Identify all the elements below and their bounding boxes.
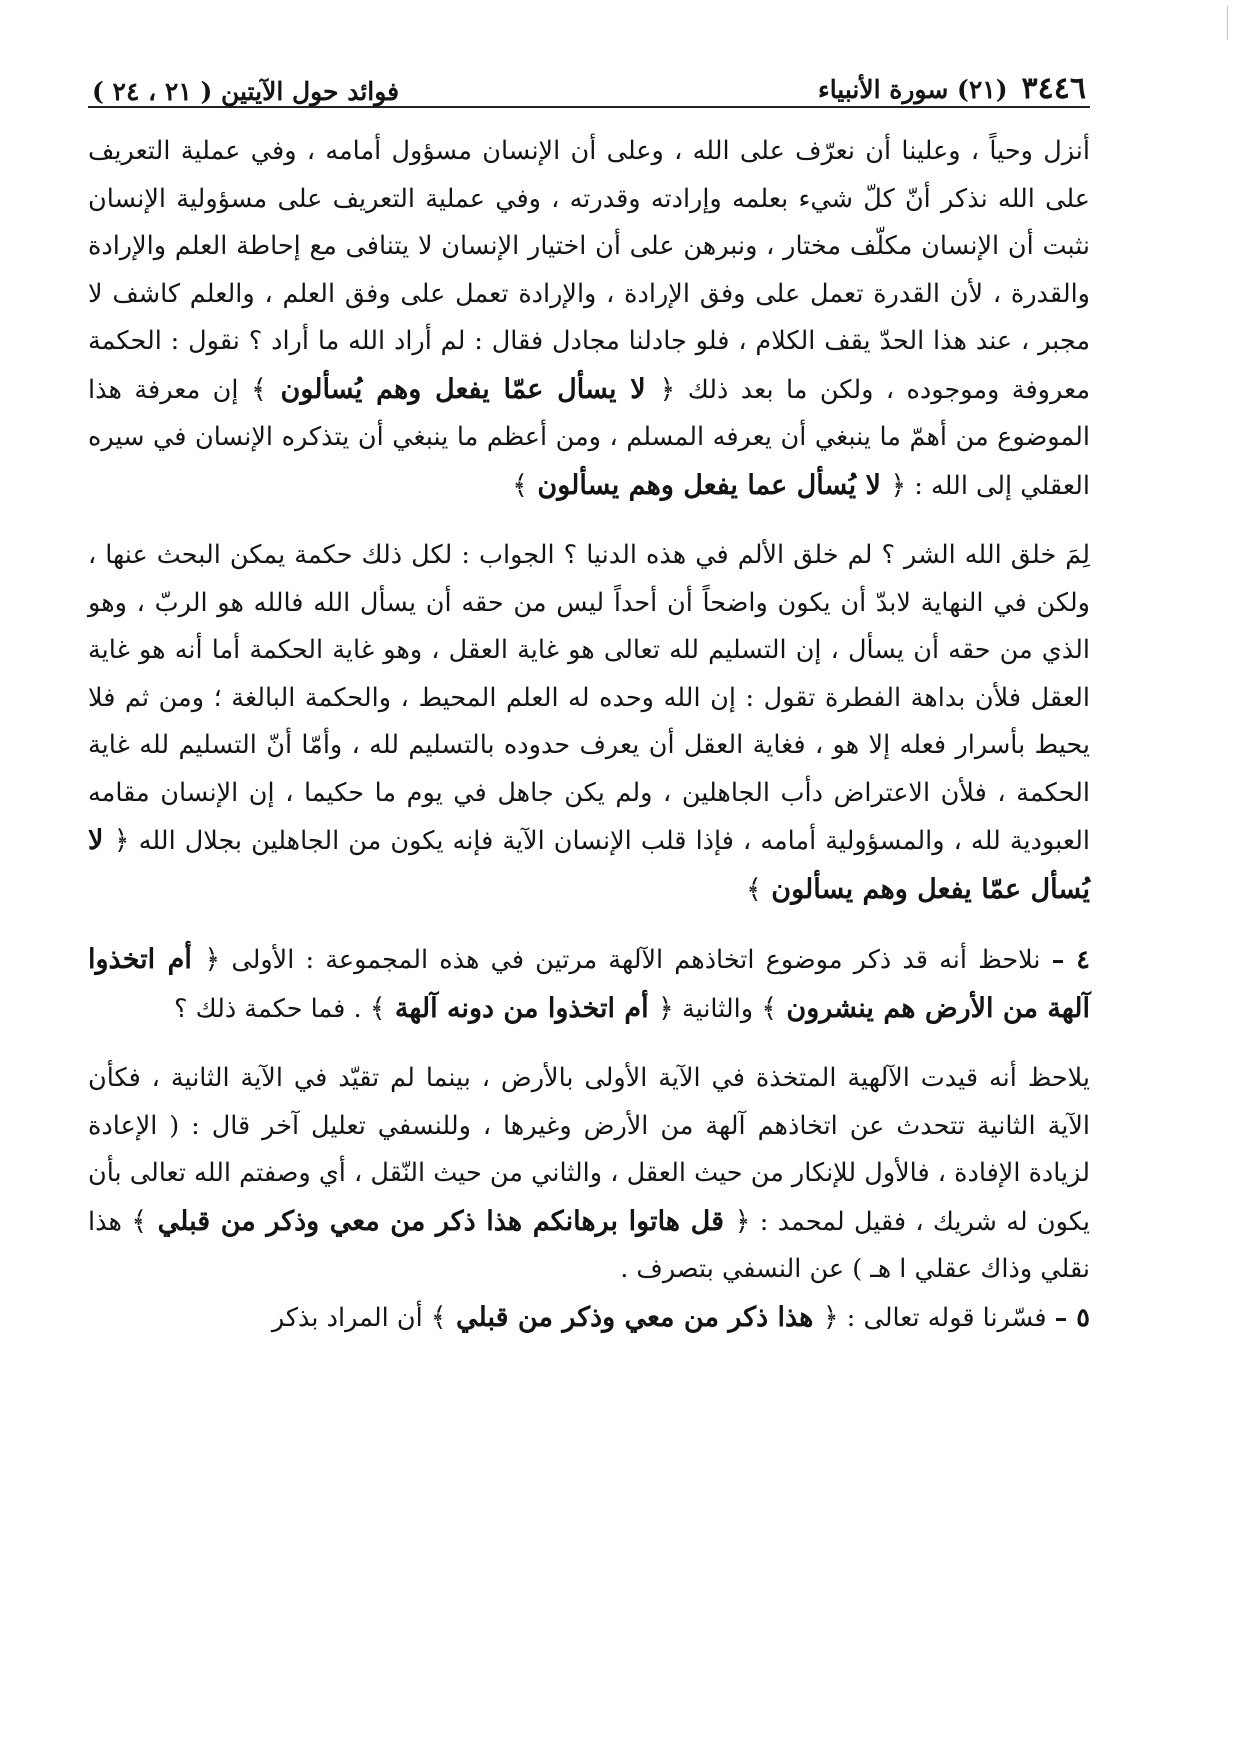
item-number: ٥ –: [1054, 1302, 1090, 1333]
page-number: ٣٤٤٦: [1021, 71, 1086, 106]
paragraph-gap: [88, 1033, 1090, 1055]
paragraph-gap: [88, 510, 1090, 532]
quran-quote: [512, 470, 906, 501]
ornate-bracket-close: ﴾: [761, 992, 778, 1024]
book-page: [88, 60, 1090, 1342]
text-run: أنزل وحياً ، وعلينا أن نعرّف على الله ، وعلى أن الإنسان مسؤول أمامه ، وفي عملية التعريف على الله نذكر أنّ كلّ شيء بعلمه وإرادته وقدرته ، وفي عملية التعريف على مسؤولية الإنسان نثبت أن الإنسان مكلّف مختار ، ونبرهن على أن اختيار الإنسان لا يتنافى مع إحاطة العلم والإرادة والقدرة ، لأن القدرة تعمل على وفق الإرادة ، والإرادة تعمل على وفق العلم ، والعلم كاشف لا مجبر ، عند هذا الحدّ يقف الكلام ، فلو جادلنا مجادل فقال : لم أراد الله ما أراد ؟ نقول : الحكمة معروفة وموجوده ، ولكن ما بعد ذلك: [88, 136, 1090, 405]
header-right: [818, 71, 1086, 106]
ornate-bracket-close: ﴾: [131, 1205, 148, 1237]
margin-mark: [1227, 6, 1228, 40]
text-run: يلاحظ أنه قيدت الآلهية المتخذة في الآية الأولى بالأرض ، بينما لم تقيّد في الآية الثانية ، فكأن الآية الثانية تتحدث عن اتخاذهم آلهة من الأرض وغيرها ، وللنسفي تعليل آخر قال : ( الإعادة لزيادة الإفادة ، فالأول للإنكار من حيث العقل ، والثاني من حيث النّقل ، أي وصفتم الله تعالى بأن يكون له شريك ، فقيل لمحمد :: [88, 1063, 1091, 1237]
quote-text: لا يسأل عمّا يفعل وهم يُسألون: [280, 373, 646, 405]
paragraph-3: [88, 1055, 1090, 1294]
ornate-bracket-close: ﴾: [369, 992, 386, 1024]
ornate-bracket-open: ﴿: [822, 1301, 839, 1333]
section-title: فوائد حول الآيتين ( ٢١ ، ٢٤ ): [92, 77, 400, 106]
ornate-bracket-open: ﴿: [113, 825, 130, 856]
ornate-bracket-close: ﴾: [746, 873, 762, 905]
quran-quote: [131, 1206, 750, 1237]
text-run: . فما حكمة ذلك ؟: [173, 993, 362, 1024]
ornate-bracket-open: ﴿: [890, 469, 907, 501]
quote-text: لا يُسأل عمّا يفعل وهم يسألون: [88, 825, 1090, 905]
quote-text: قل هاتوا برهانكم هذا ذكر من معي وذكر من قبلي: [157, 1205, 724, 1237]
page-body: [88, 128, 1090, 1342]
ornate-bracket-open: ﴿: [659, 373, 676, 405]
text-run: أن المراد بذكر: [271, 1302, 423, 1333]
text-run: هذا نقلي وذاك عقلي ا هـ ) عن النسفي بتصرف .: [88, 1206, 1090, 1284]
quote-text: أم اتخذوا آلهة من الأرض هم ينشرون: [88, 944, 1090, 1024]
quran-quote: [370, 993, 674, 1024]
text-run: إن معرفة هذا الموضوع من أهمّ ما ينبغي أن يعرفه المسلم ، ومن أعظم ما ينبغي أن يتذكره الإنسان في سيره العقلي إلى الله :: [88, 374, 1090, 501]
paragraph-gap: [88, 914, 1090, 936]
item-4: [88, 936, 1090, 1033]
paragraph-2: [88, 532, 1090, 914]
running-header: [88, 60, 1090, 108]
item-5: [88, 1294, 1090, 1343]
text-run: فسّرنا قوله تعالى :: [846, 1302, 1047, 1333]
ornate-bracket-close: ﴾: [512, 469, 528, 501]
paragraph-1: [88, 128, 1090, 510]
quote-text: أم اتخذوا من دونه آلهة: [394, 992, 649, 1024]
ornate-bracket-close: ﴾: [250, 373, 267, 405]
quote-text: لا يُسأل عما يفعل وهم يسألون: [537, 469, 881, 501]
surah-title: (٢١) سورة الأنبياء: [817, 75, 1008, 104]
ornate-bracket-open: ﴿: [204, 944, 221, 975]
quote-text: هذا ذكر من معي وذكر من قبلي: [456, 1301, 814, 1333]
ornate-bracket-close: ﴾: [430, 1301, 447, 1333]
text-run: لِمَ خلق الله الشر ؟ لم خلق الألم في هذه الدنيا ؟ الجواب : لكل ذلك حكمة يمكن البحث عنها ، ولكن في النهاية لابدّ أن يكون واضحاً أن أحداً ليس من حقه أن يسأل الله فالله هو الربّ ، وهو الذي من حقه أن يسأل ، إن التسليم لله تعالى هو غاية العقل ، وهو غاية الحكمة أما أنه هو غاية العقل فلأن بداهة الفطرة تقول : إن الله وحده له العلم المحيط ، والحكمة البالغة ؛ ومن ثم فلا يحيط بأسرار فعله إلا هو ، فغاية العقل أن يعرف حدوده بالتسليم لله ، وأمّا أنّ التسليم لله غاية الحكمة ، فلأن الاعتراض دأب الجاهلين ، ولم يكن جاهل في يوم ما حكيما ، إن الإنسان مقامه العبودية لله ، والمسؤولية أمامه ، فإذا قلب الإنسان الآية فإنه يكون من الجاهلين بجلال الله: [88, 540, 1090, 856]
text-run: والثانية: [681, 993, 754, 1024]
quran-quote: [251, 374, 675, 405]
quran-quote: [431, 1302, 839, 1333]
ornate-bracket-open: ﴿: [734, 1205, 751, 1237]
ornate-bracket-open: ﴿: [658, 992, 674, 1024]
item-number: ٤ –: [1051, 945, 1090, 975]
text-run: نلاحظ أنه قد ذكر موضوع اتخاذهم الآلهة مرتين في هذه المجموعة : الأولى: [231, 945, 1041, 975]
